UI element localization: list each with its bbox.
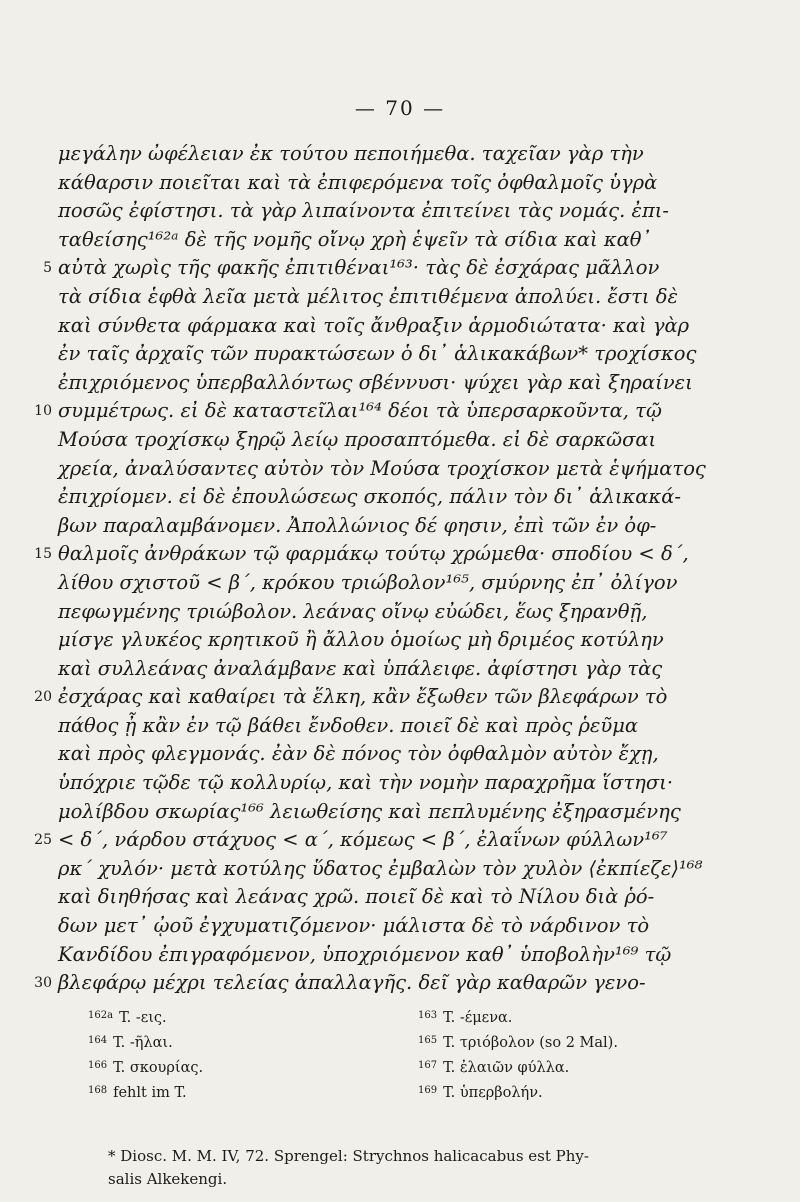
footnote xyxy=(418,1003,738,1028)
line-text: ταθείσης¹⁶²ᵃ δὲ τῆς νομῆς οἴνῳ χρὴ ἑψεῖν τὰ σίδια καὶ καθ᾽ xyxy=(58,227,652,251)
footnote-ref: 164 xyxy=(88,1035,108,1046)
text-line xyxy=(58,712,758,741)
footnote xyxy=(418,1028,738,1053)
line-text: καὶ σύνθετα φάρμακα καὶ τοῖς ἄνθραξιν ἁρμοδιώτατα· καὶ γὰρ xyxy=(58,313,690,337)
line-text: μεγάλην ὠφέλειαν ἐκ τούτου πεποιήμεθα. ταχεῖαν γὰρ τὴν xyxy=(58,142,644,165)
text-line xyxy=(58,769,758,798)
line-text: δων μετ᾽ ᾠοῦ ἐγχυματιζόμενον· μάλιστα δὲ τὸ νάρδινον τὸ xyxy=(58,914,650,938)
line-number: 30 xyxy=(34,975,52,992)
line-text: ἐπιχριόμενος ὑπερβαλλόντως σβέννυσι· ψύχει γὰρ καὶ ξηραίνει xyxy=(58,370,693,394)
line-text: μίσγε γλυκέος κρητικοῦ ἢ ἄλλου ὁμοίως μὴ δριμέος κοτύλην xyxy=(58,628,664,652)
line-text: βλεφάρῳ μέχρι τελείας ἀπαλλαγῆς. δεῖ γὰρ καθαρῶν γενο- xyxy=(58,971,646,995)
text-line xyxy=(58,569,758,598)
footnote-text: T. ὑπερβολήν. xyxy=(443,1085,543,1101)
footnote xyxy=(88,1003,418,1028)
text-line xyxy=(58,941,758,970)
text-line xyxy=(58,283,758,312)
line-text: αὐτὰ χωρὶς τῆς φακῆς ἐπιτιθέναι¹⁶³· τὰς δὲ ἐσχάρας μᾶλλον xyxy=(58,256,660,280)
footnote xyxy=(418,1078,738,1103)
line-text: ρκ´ χυλόν· μετὰ κοτύλης ὕδατος ἐμβαλὼν τὸν χυλὸν ⟨ἐκπίεζε⟩¹⁶⁸ xyxy=(58,856,703,880)
page-number: — 70 — xyxy=(354,96,446,120)
line-text: πεφωγμένης τριώβολον. λεάνας οἴνῳ εὐώδει, ἕως ξηρανθῇ, xyxy=(58,599,648,623)
line-text: τὰ σίδια ἑφθὰ λεῖα μετὰ μέλιτος ἐπιτιθέμενα ἀπολύει. ἔστι δὲ xyxy=(58,284,678,308)
footnote-row xyxy=(88,1003,738,1028)
footnote-ref: 167 xyxy=(418,1060,438,1071)
footnote-ref: 165 xyxy=(418,1035,438,1046)
text-line xyxy=(58,197,758,226)
footnote xyxy=(418,1053,738,1078)
footnote-ref: 162a xyxy=(88,1010,114,1021)
text-line xyxy=(58,226,758,255)
footnote-text: T. -ῆλαι. xyxy=(113,1035,173,1051)
text-line xyxy=(58,312,758,341)
footnote-text: T. τριόβολον (so 2 Mal). xyxy=(443,1035,618,1051)
line-text: ἐπιχρίομεν. εἰ δὲ ἐπουλώσεως σκοπός, πάλιν τὸν δι᾽ ἁλικακά- xyxy=(58,485,681,509)
line-text: θαλμοῖς ἀνθράκων τῷ φαρμάκῳ τούτῳ χρώμεθα· σποδίου < δ´, xyxy=(58,542,689,566)
footnote-text: T. ἐλαιῶν φύλλα. xyxy=(443,1060,570,1076)
footnote-text: T. -εις. xyxy=(119,1010,167,1026)
text-line xyxy=(58,598,758,627)
line-text: Μούσα τροχίσκῳ ξηρῷ λείῳ προσαπτόμεθα. εἰ δὲ σαρκῶσαι xyxy=(58,427,657,451)
text-line xyxy=(34,969,758,998)
text-line xyxy=(58,912,758,941)
footnote-ref: 166 xyxy=(88,1060,108,1071)
text-line xyxy=(34,826,758,855)
text-line xyxy=(58,655,758,684)
footnote xyxy=(88,1078,418,1103)
text-line xyxy=(58,340,758,369)
footnote-ref: 168 xyxy=(88,1085,108,1096)
footnote-text: T. σκουρίας. xyxy=(113,1060,204,1076)
footnote xyxy=(88,1028,418,1053)
line-text: μολίβδου σκωρίας¹⁶⁶ λειωθείσης καὶ πεπλυμένης ἐξηρασμένης xyxy=(58,799,681,823)
text-line xyxy=(58,140,758,169)
footnote-ref: 163 xyxy=(418,1010,438,1021)
text-line xyxy=(58,512,758,541)
line-text: καὶ συλλεάνας ἀναλάμβανε καὶ ὑπάλειφε. ἀφίστησι γὰρ τὰς xyxy=(58,656,663,680)
text-line xyxy=(58,426,758,455)
text-line xyxy=(58,169,758,198)
line-text: βων παραλαμβάνομεν. Ἀπολλώνιος δέ φησιν, ἐπὶ τῶν ἐν ὀφ- xyxy=(58,513,657,537)
text-line xyxy=(58,626,758,655)
footnote-text: T. -έμενα. xyxy=(443,1010,513,1026)
text-line xyxy=(34,540,758,569)
line-number: 20 xyxy=(34,689,52,706)
text-line xyxy=(43,254,758,283)
text-line xyxy=(58,798,758,827)
line-text: < δ´, νάρδου στάχυος < α´, κόμεως < β´, ἐλαΐνων φύλλων¹⁶⁷ xyxy=(58,828,668,852)
footnote-row xyxy=(88,1053,738,1078)
text-line xyxy=(58,483,758,512)
line-text: πάθος ᾖ κἂν ἐν τῷ βάθει ἔνδοθεν. ποιεῖ δὲ καὶ πρὸς ῥεῦμα xyxy=(58,713,639,737)
line-text: ποσῶς ἐφίστησι. τὰ γὰρ λιπαίνοντα ἐπιτείνει τὰς νομάς. ἐπι- xyxy=(58,199,669,223)
footnote-ref: 169 xyxy=(418,1085,438,1096)
text-line xyxy=(58,369,758,398)
line-number: 15 xyxy=(34,546,52,563)
line-number: 25 xyxy=(34,832,52,849)
editor-note-line: * Diosc. M. M. IV, 72. Sprengel: Strychnos halicacabus est Phy- xyxy=(108,1147,589,1165)
line-text: καὶ διηθήσας καὶ λεάνας χρῶ. ποιεῖ δὲ καὶ τὸ Νίλου διὰ ῥό- xyxy=(58,885,655,909)
footnotes xyxy=(88,1003,738,1103)
footnote-text: fehlt im T. xyxy=(113,1085,187,1101)
editor-note xyxy=(108,1145,748,1191)
footnote-row xyxy=(88,1078,738,1103)
line-text: Κανδίδου ἐπιγραφόμενον, ὑποχριόμενον καθ᾽ ὑποβολὴν¹⁶⁹ τῷ xyxy=(58,942,672,966)
line-text: χρεία, ἀναλύσαντες αὐτὸν τὸν Μούσα τροχίσκον μετὰ ἑψήματος xyxy=(58,456,706,480)
text-line xyxy=(34,683,758,712)
line-text: λίθου σχιστοῦ < β´, κρόκου τριώβολον¹⁶⁵, σμύρνης ἐπ᾽ ὀλίγον xyxy=(58,570,678,594)
line-text: ὑπόχριε τῷδε τῷ κολλυρίῳ, καὶ τὴν νομὴν παραχρῆμα ἵστησι· xyxy=(58,771,674,795)
editor-note-line: salis Alkekengi. xyxy=(108,1170,228,1188)
main-text xyxy=(34,140,758,998)
text-line xyxy=(58,455,758,484)
text-line xyxy=(58,883,758,912)
line-text: καὶ πρὸς φλεγμονάς. ἐὰν δὲ πόνος τὸν ὀφθαλμὸν αὐτὸν ἔχῃ, xyxy=(58,742,659,766)
text-line xyxy=(58,740,758,769)
footnote-row xyxy=(88,1028,738,1053)
line-number: 10 xyxy=(34,403,52,420)
text-line xyxy=(58,855,758,884)
text-line xyxy=(34,397,758,426)
line-number: 5 xyxy=(43,260,52,277)
line-text: κάθαρσιν ποιεῖται καὶ τὰ ἐπιφερόμενα τοῖς ὀφθαλμοῖς ὑγρὰ xyxy=(58,170,658,194)
line-text: ἐσχάρας καὶ καθαίρει τὰ ἕλκη, κἂν ἔξωθεν τῶν βλεφάρων τὸ xyxy=(58,685,668,709)
line-text: συμμέτρως. εἰ δὲ καταστεῖλαι¹⁶⁴ δέοι τὰ ὑπερσαρκοῦντα, τῷ xyxy=(58,399,662,423)
line-text: ἐν ταῖς ἀρχαῖς τῶν πυρακτώσεων ὁ δι᾽ ἁλικακάβων* τροχίσκος xyxy=(58,342,697,366)
footnote xyxy=(88,1053,418,1078)
